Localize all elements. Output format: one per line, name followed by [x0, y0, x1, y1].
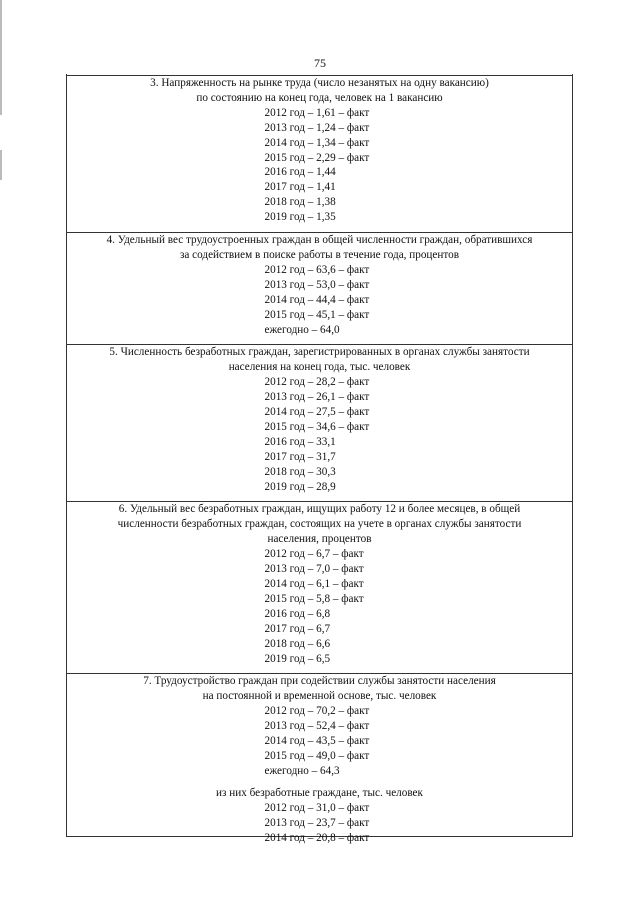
indicators-table [66, 75, 573, 845]
value-item: 2012 год – 28,2 – факт [264, 376, 370, 389]
indicator-section-3 [66, 75, 573, 232]
value-item: ежегодно – 64,0 [264, 323, 340, 336]
value-item: 2016 год – 33,1 [264, 435, 336, 448]
value-item: 2014 год – 1,34 – факт [264, 136, 370, 149]
value-item: 2015 год – 34,6 – факт [264, 420, 370, 433]
value-item: 2018 год – 30,3 [264, 465, 336, 478]
value-item: 2018 год – 6,6 [264, 637, 331, 650]
value-list [245, 547, 395, 666]
value-item: 2012 год – 1,61 – факт [264, 106, 370, 119]
value-item: ежегодно – 64,3 [264, 764, 340, 777]
value-item: 2019 год – 28,9 [264, 480, 336, 493]
indicator-section-6 [66, 501, 573, 673]
value-item: 2015 год – 49,0 – факт [264, 749, 370, 762]
value-item: 2019 год – 1,35 [264, 211, 336, 224]
scan-edge-line [0, 150, 2, 180]
value-list [245, 704, 395, 779]
subsection-title: из них безработные граждане, тыс. человек [216, 786, 423, 799]
section-title-line: на постоянной и временной основе, тыс. человек [202, 690, 437, 703]
section-title-line: 6. Удельный вес безработных граждан, ищущих работу 12 и более месяцев, в общей [118, 503, 521, 516]
section-title-line: по состоянию на конец года, человек на 1 вакансию [196, 91, 443, 104]
value-item: 2014 год – 27,5 – факт [264, 406, 370, 419]
value-item: 2012 год – 6,7 – факт [264, 548, 364, 561]
section-title-line: численности безработных граждан, состоящих на учете в органах службы занятости [117, 518, 522, 531]
value-item: 2012 год – 31,0 – факт [264, 801, 370, 814]
value-item: 2018 год – 1,38 [264, 196, 336, 209]
indicator-section-5 [66, 344, 573, 501]
value-item: 2016 год – 1,44 [264, 166, 336, 179]
value-item: 2012 год – 63,6 – факт [264, 263, 370, 276]
section-title-line: населения, процентов [267, 533, 372, 546]
indicator-section-7 [66, 673, 573, 845]
value-list [245, 263, 395, 338]
value-item: 2014 год – 43,5 – факт [264, 735, 370, 748]
value-list [245, 801, 395, 846]
value-item: 2015 год – 45,1 – факт [264, 308, 370, 321]
value-item: 2013 год – 1,24 – факт [264, 121, 370, 134]
value-item: 2014 год – 20,8 – факт [264, 831, 370, 844]
page-number: 75 [314, 56, 326, 70]
section-title-line: 5. Численность безработных граждан, зарегистрированных в органах службы занятости [109, 346, 530, 359]
indicator-section-4 [66, 232, 573, 344]
value-item: 2012 год – 70,2 – факт [264, 705, 370, 718]
value-item: 2016 год – 6,8 [264, 607, 331, 620]
value-item: 2014 год – 44,4 – факт [264, 293, 370, 306]
value-item: 2013 год – 53,0 – факт [264, 278, 370, 291]
section-title-line: 7. Трудоустройство граждан при содействии службы занятости населения [143, 675, 496, 688]
value-item: 2015 год – 5,8 – факт [264, 592, 364, 605]
section-title-line: населения на конец года, тыс. человек [228, 361, 411, 374]
section-title-line: 3. Напряженность на рынке труда (число незанятых на одну вакансию) [150, 77, 489, 89]
value-item: 2019 год – 6,5 [264, 652, 331, 665]
value-item: 2015 год – 2,29 – факт [264, 151, 370, 164]
value-item: 2017 год – 6,7 [264, 622, 331, 635]
value-item: 2013 год – 7,0 – факт [264, 563, 364, 576]
value-item: 2013 год – 23,7 – факт [264, 816, 370, 829]
value-item: 2013 год – 26,1 – факт [264, 391, 370, 404]
section-title-line: 4. Удельный вес трудоустроенных граждан в общей численности граждан, обратившихся [106, 234, 533, 247]
scan-edge-marks [0, 0, 10, 905]
value-list [245, 106, 395, 225]
value-item: 2014 год – 6,1 – факт [264, 578, 364, 590]
value-list [245, 375, 395, 494]
section-title-line: за содействием в поиске работы в течение года, процентов [179, 248, 459, 261]
value-item: 2017 год – 31,7 [264, 450, 336, 463]
value-item: 2017 год – 1,41 [264, 181, 336, 194]
value-item: 2013 год – 52,4 – факт [264, 720, 370, 733]
